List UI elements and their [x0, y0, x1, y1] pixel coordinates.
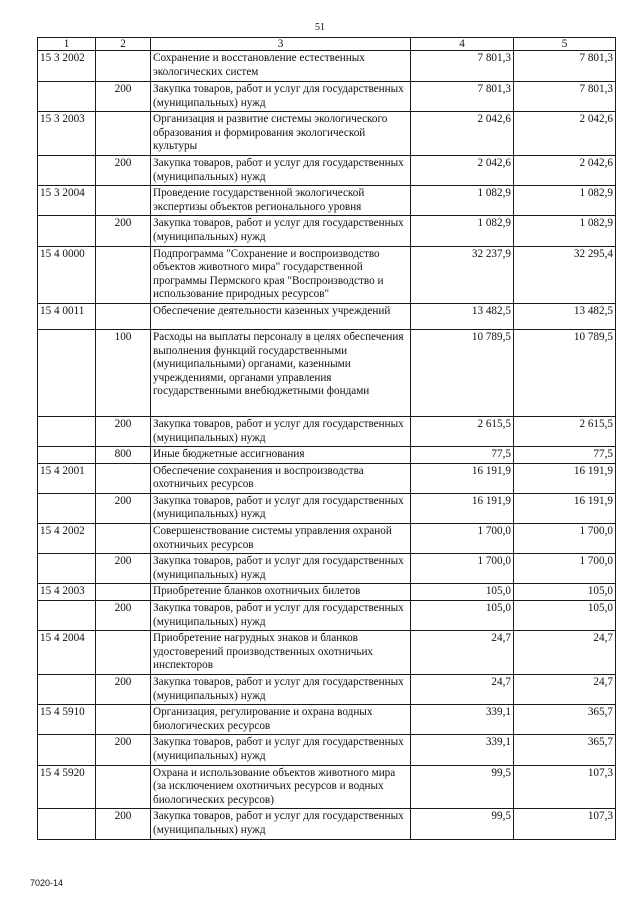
table-row: [38, 524, 616, 554]
row-value-col5: 1 082,9: [514, 216, 616, 246]
row-expense-type: 800: [96, 447, 151, 464]
row-description: Расходы на выплаты персоналу в целях обеспечения выполнения функций государственными (муниципальными) органами, казенными учреждениями, органами управления государственными внебюджетными фондами: [151, 329, 411, 416]
row-value-col4: 32 237,9: [411, 246, 514, 303]
row-value-col4: 13 482,5: [411, 303, 514, 329]
header-row: [38, 38, 616, 51]
row-code: 15 4 2004: [38, 631, 96, 675]
row-code: 15 4 2001: [38, 463, 96, 493]
column-header-3: 3: [151, 38, 411, 51]
table-row: [38, 584, 616, 601]
row-value-col5: 107,3: [514, 765, 616, 809]
row-value-col5: 365,7: [514, 705, 616, 735]
row-value-col5: 16 191,9: [514, 463, 616, 493]
row-description: Организация и развитие системы экологического образования и формирования экологической культуры: [151, 112, 411, 156]
column-header-2: 2: [96, 38, 151, 51]
row-value-col4: 339,1: [411, 705, 514, 735]
row-code: [38, 416, 96, 446]
row-code: 15 4 2002: [38, 524, 96, 554]
row-value-col5: 7 801,3: [514, 51, 616, 82]
row-description: Закупка товаров, работ и услуг для государственных (муниципальных) нужд: [151, 809, 411, 839]
row-description: Закупка товаров, работ и услуг для государственных (муниципальных) нужд: [151, 601, 411, 631]
row-code: [38, 82, 96, 112]
row-value-col5: 1 700,0: [514, 554, 616, 584]
row-code: 15 4 0011: [38, 303, 96, 329]
table-row: [38, 51, 616, 82]
row-code: 15 4 5910: [38, 705, 96, 735]
row-value-col5: 77,5: [514, 447, 616, 464]
table-row: [38, 809, 616, 839]
row-description: Совершенствование системы управления охраной охотничьих ресурсов: [151, 524, 411, 554]
row-code: [38, 216, 96, 246]
row-value-col4: 2 615,5: [411, 416, 514, 446]
table-row: [38, 186, 616, 216]
row-value-col5: 2 042,6: [514, 112, 616, 156]
row-description: Закупка товаров, работ и услуг для государственных (муниципальных) нужд: [151, 735, 411, 765]
row-code: [38, 155, 96, 185]
row-expense-type: 200: [96, 493, 151, 523]
column-header-4: 4: [411, 38, 514, 51]
row-code: 15 3 2003: [38, 112, 96, 156]
row-value-col5: 10 789,5: [514, 329, 616, 416]
row-value-col5: 1 082,9: [514, 186, 616, 216]
table-row: [38, 329, 616, 416]
row-expense-type: 200: [96, 601, 151, 631]
row-description: Обеспечение деятельности казенных учреждений: [151, 303, 411, 329]
row-value-col4: 1 700,0: [411, 554, 514, 584]
row-value-col4: 105,0: [411, 584, 514, 601]
row-value-col4: 16 191,9: [411, 493, 514, 523]
table-row: [38, 631, 616, 675]
row-value-col4: 77,5: [411, 447, 514, 464]
row-expense-type: 200: [96, 809, 151, 839]
row-code: [38, 554, 96, 584]
row-expense-type: 200: [96, 675, 151, 705]
row-description: Приобретение нагрудных знаков и бланков удостоверений производственных охотничьих инспекторов: [151, 631, 411, 675]
row-expense-type: 200: [96, 554, 151, 584]
row-value-col4: 16 191,9: [411, 463, 514, 493]
row-expense-type: [96, 186, 151, 216]
table-row: [38, 447, 616, 464]
row-description: Охрана и использование объектов животного мира (за исключением охотничьих ресурсов и водных биологических ресурсов): [151, 765, 411, 809]
row-value-col4: 24,7: [411, 631, 514, 675]
row-expense-type: [96, 303, 151, 329]
row-expense-type: [96, 246, 151, 303]
row-value-col4: 24,7: [411, 675, 514, 705]
column-header-1: 1: [38, 38, 96, 51]
row-description: Закупка товаров, работ и услуг для государственных (муниципальных) нужд: [151, 82, 411, 112]
row-value-col4: 2 042,6: [411, 155, 514, 185]
row-code: [38, 493, 96, 523]
row-code: 15 4 0000: [38, 246, 96, 303]
row-code: 15 4 2003: [38, 584, 96, 601]
row-expense-type: [96, 524, 151, 554]
row-value-col5: 365,7: [514, 735, 616, 765]
row-value-col4: 10 789,5: [411, 329, 514, 416]
row-value-col5: 2 042,6: [514, 155, 616, 185]
table-body: [38, 51, 616, 840]
row-value-col4: 99,5: [411, 765, 514, 809]
row-expense-type: [96, 705, 151, 735]
table-row: [38, 765, 616, 809]
row-expense-type: [96, 463, 151, 493]
row-value-col5: 105,0: [514, 584, 616, 601]
row-code: 15 3 2004: [38, 186, 96, 216]
row-expense-type: 200: [96, 416, 151, 446]
row-value-col4: 7 801,3: [411, 82, 514, 112]
row-expense-type: [96, 112, 151, 156]
table-row: [38, 303, 616, 329]
table-row: [38, 735, 616, 765]
row-expense-type: [96, 765, 151, 809]
table-row: [38, 601, 616, 631]
row-value-col5: 107,3: [514, 809, 616, 839]
row-expense-type: 200: [96, 735, 151, 765]
row-description: Закупка товаров, работ и услуг для государственных (муниципальных) нужд: [151, 493, 411, 523]
row-expense-type: 200: [96, 82, 151, 112]
row-value-col4: 1 700,0: [411, 524, 514, 554]
row-description: Закупка товаров, работ и услуг для государственных (муниципальных) нужд: [151, 554, 411, 584]
row-description: Закупка товаров, работ и услуг для государственных (муниципальных) нужд: [151, 675, 411, 705]
table-row: [38, 463, 616, 493]
row-code: 15 3 2002: [38, 51, 96, 82]
row-value-col5: 1 700,0: [514, 524, 616, 554]
row-description: Закупка товаров, работ и услуг для государственных (муниципальных) нужд: [151, 216, 411, 246]
row-value-col5: 16 191,9: [514, 493, 616, 523]
row-value-col5: 24,7: [514, 675, 616, 705]
table-row: [38, 675, 616, 705]
row-description: Подпрограмма "Сохранение и воспроизводство объектов животного мира" государственной программы Пермского края "Воспроизводство и использование природных ресурсов": [151, 246, 411, 303]
column-header-5: 5: [514, 38, 616, 51]
row-expense-type: 200: [96, 155, 151, 185]
row-value-col4: 1 082,9: [411, 186, 514, 216]
row-value-col4: 2 042,6: [411, 112, 514, 156]
row-code: [38, 735, 96, 765]
row-value-col5: 32 295,4: [514, 246, 616, 303]
row-expense-type: 200: [96, 216, 151, 246]
table-row: [38, 416, 616, 446]
row-expense-type: [96, 584, 151, 601]
budget-table: [37, 37, 616, 840]
row-value-col5: 105,0: [514, 601, 616, 631]
table-row: [38, 155, 616, 185]
row-code: 15 4 5920: [38, 765, 96, 809]
row-description: Проведение государственной экологической экспертизы объектов регионального уровня: [151, 186, 411, 216]
table-row: [38, 82, 616, 112]
row-value-col4: 7 801,3: [411, 51, 514, 82]
page-number: 51: [315, 22, 325, 33]
row-description: Приобретение бланков охотничьих билетов: [151, 584, 411, 601]
row-code: [38, 809, 96, 839]
row-description: Обеспечение сохранения и воспроизводства охотничьих ресурсов: [151, 463, 411, 493]
row-value-col4: 339,1: [411, 735, 514, 765]
row-code: [38, 675, 96, 705]
row-value-col5: 2 615,5: [514, 416, 616, 446]
row-value-col4: 99,5: [411, 809, 514, 839]
table-row: [38, 493, 616, 523]
table-row: [38, 246, 616, 303]
table-row: [38, 112, 616, 156]
row-expense-type: 100: [96, 329, 151, 416]
row-value-col4: 1 082,9: [411, 216, 514, 246]
footer-code: 7020-14: [30, 878, 64, 888]
row-code: [38, 447, 96, 464]
row-value-col5: 24,7: [514, 631, 616, 675]
row-description: Сохранение и восстановление естественных экологических систем: [151, 51, 411, 82]
table-row: [38, 554, 616, 584]
row-expense-type: [96, 51, 151, 82]
row-value-col5: 7 801,3: [514, 82, 616, 112]
row-description: Закупка товаров, работ и услуг для государственных (муниципальных) нужд: [151, 155, 411, 185]
table-row: [38, 705, 616, 735]
table-row: [38, 216, 616, 246]
row-code: [38, 601, 96, 631]
row-description: Закупка товаров, работ и услуг для государственных (муниципальных) нужд: [151, 416, 411, 446]
row-value-col5: 13 482,5: [514, 303, 616, 329]
row-value-col4: 105,0: [411, 601, 514, 631]
row-description: Организация, регулирование и охрана водных биологических ресурсов: [151, 705, 411, 735]
row-description: Иные бюджетные ассигнования: [151, 447, 411, 464]
row-code: [38, 329, 96, 416]
row-expense-type: [96, 631, 151, 675]
